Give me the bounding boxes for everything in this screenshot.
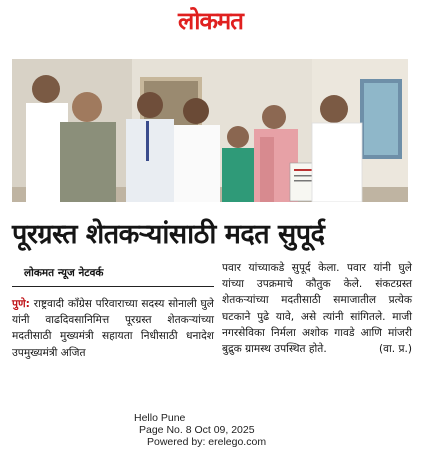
headline: पूरग्रस्त शेतकऱ्यांसाठी मदत सुपूर्द	[12, 219, 325, 250]
article-column-left	[12, 296, 214, 361]
article-text-left: राष्ट्रवादी काँग्रेस परिवाराच्या सदस्य सोनाली घुले यांनी वाढदिवसानिमित्त पूरग्रस्त शेतकऱ्यांच्या मदतीसाठी मुख्यमंत्री सहायता निधीसाठी धनादेश उपमुख्यमंत्री अजित	[12, 298, 214, 359]
dateline: पुणे:	[12, 298, 30, 310]
news-photo	[12, 59, 408, 202]
article-text-right: पवार यांच्याकडे सुपूर्द केला. पवार यांनी घुले यांच्या उपक्रमाचे कौतुक केले. संकटग्रस्त शेतकऱ्यांच्या मदतीसाठी समाजातील प्रत्येक घटकाने पुढे यावे, असे त्यांनी सांगितले. माजी नगरसेविका निर्मला अशोक गावडे आणि मांजरी बुद्रुक ग्रामस्थ उपस्थित होते.	[222, 262, 412, 356]
masthead	[0, 6, 421, 40]
powered-by-label: Powered by: erelego.com	[147, 436, 267, 448]
byline: लोकमत न्यूज नेटवर्क	[24, 267, 104, 279]
byline-divider	[12, 286, 214, 287]
article-column-right	[222, 260, 412, 357]
page-date-label: Page No. 8 Oct 09, 2025	[139, 424, 255, 436]
reporter-sign: (वा. प्र.)	[378, 343, 412, 356]
page-footer	[134, 412, 294, 448]
photo-handover-cheque	[12, 59, 408, 202]
lokmat-logo: लोकमत	[178, 6, 243, 35]
edition-label: Hello Pune	[134, 412, 186, 424]
